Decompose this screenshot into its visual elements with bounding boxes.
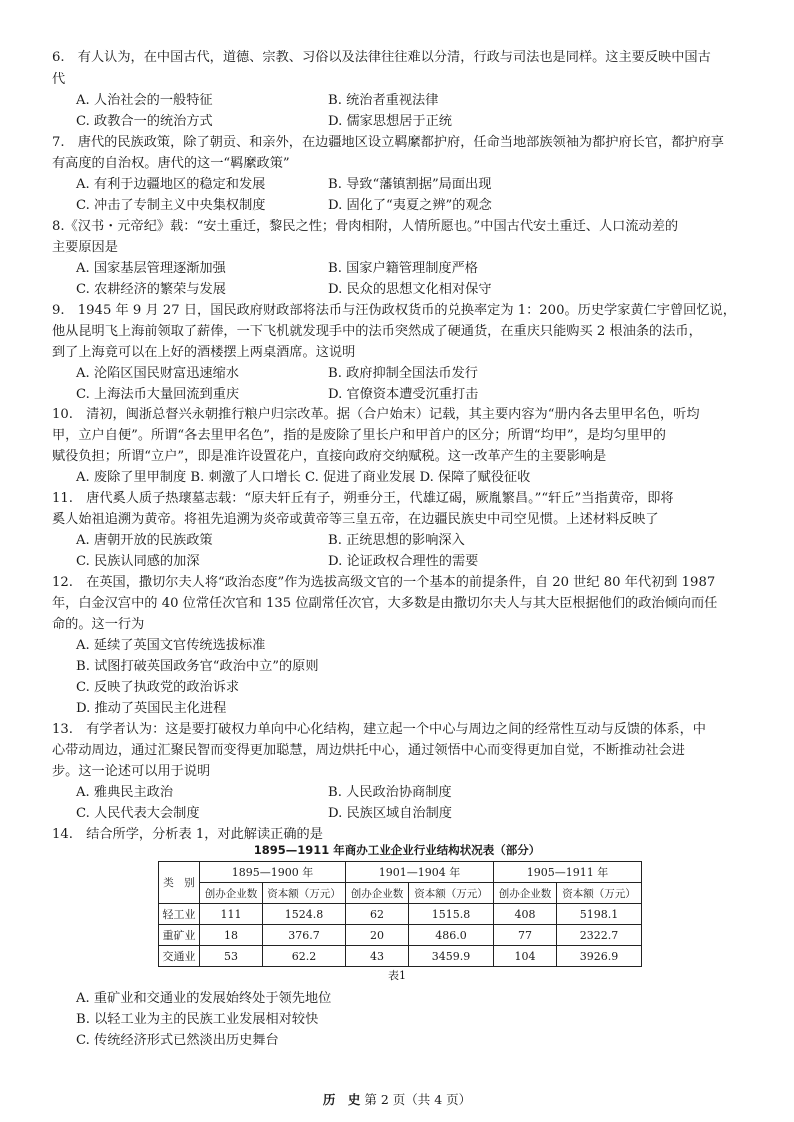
table-period-header: 1895—1900 年: [200, 862, 346, 883]
table-caption: 表1: [388, 969, 406, 982]
table-col-header: 创办企业数: [494, 883, 557, 904]
q7-stem-line1: 7. 唐代的民族政策，除了朝贡、和亲外，在边疆地区设立羁縻都护府，任命当地部族领袖为都护府长官，都护府享: [52, 135, 724, 150]
q11-option-c: C. 民族认同感的加深: [76, 554, 200, 569]
footer-subject: 历 史: [322, 1092, 361, 1107]
table-cell: 53: [200, 946, 263, 967]
q13-stem-line1: 13. 有学者认为：这是要打破权力单向中心化结构，建立起一个中心与周边之间的经常性互动与反馈的体系，中: [52, 722, 706, 737]
table-cell: 43: [346, 946, 409, 967]
table-row-label: 轻工业: [159, 904, 200, 925]
table-row-label: 交通业: [159, 946, 200, 967]
q7-option-d: D. 固化了“夷夏之辨”的观念: [328, 198, 492, 213]
q13-option-b: B. 人民政治协商制度: [328, 785, 452, 800]
q8-option-c: C. 农耕经济的繁荣与发展: [76, 282, 226, 297]
q13-option-c: C. 人民代表大会制度: [76, 806, 200, 821]
q13-option-d: D. 民族区域自治制度: [328, 806, 452, 821]
q12-option-c: C. 反映了执政党的政治诉求: [76, 680, 240, 695]
table-cell: 62: [346, 904, 409, 925]
q14-option-c: C. 传统经济形式已然淡出历史舞台: [76, 1033, 279, 1048]
table-row: [159, 904, 642, 925]
q12-stem-line2: 年，白金汉宫中的 40 位常任次官和 135 位副常任次官，大多数是由撒切尔夫人与其大臣根据他们的政治倾向而任: [52, 596, 718, 611]
q10-stem-line3: 赋役负担；所谓“立户”，即是准许设置花户，直接向政府交纳赋税。这一改革产生的主要影响是: [52, 449, 607, 464]
table-cell: 3926.9: [557, 946, 642, 967]
q11-option-b: B. 正统思想的影响深入: [328, 533, 465, 548]
q8-option-b: B. 国家户籍管理制度严格: [328, 261, 478, 276]
q10-stem-line1: 10. 清初，闽浙总督兴永朝推行粮户归宗改革。据（合户始末）记载，其主要内容为“册内各去里甲名色，听均: [52, 407, 700, 422]
q12-stem-line3: 命的。这一行为: [52, 617, 145, 632]
q14-option-a: A. 重矿业和交通业的发展始终处于领先地位: [76, 991, 332, 1006]
industry-structure-table: [158, 861, 642, 967]
q10-options: A. 废除了里甲制度 B. 刺激了人口增长 C. 促进了商业发展 D. 保障了赋役征收: [76, 470, 531, 485]
table-row-label: 重矿业: [159, 925, 200, 946]
q7-stem-line2: 有高度的自治权。唐代的这一“羁縻政策”: [52, 156, 290, 171]
q12-stem-line1: 12. 在英国，撒切尔夫人将“政治态度”作为选拔高级文官的一个基本的前提条件，自 20 世纪 80 年代初到 1987: [52, 575, 716, 590]
q9-option-c: C. 上海法币大量回流到重庆: [76, 387, 240, 402]
q11-option-a: A. 唐朝开放的民族政策: [76, 533, 213, 548]
table-col-header: 资本额（万元）: [409, 883, 494, 904]
q6-option-c: C. 政教合一的统治方式: [76, 114, 213, 129]
q8-stem-line1: 8.《汉书・元帝纪》载：“安土重迁，黎民之性；骨肉相附，人情所愿也。”中国古代安土重迁、人口流动差的: [52, 219, 679, 234]
table-cell: 104: [494, 946, 557, 967]
table-cell: 111: [200, 904, 263, 925]
q13-stem-line2: 心带动周边，通过汇聚民智而变得更加聪慧，周边烘托中心，通过领悟中心而变得更加自觉，不断推动社会进: [52, 743, 685, 758]
table-col-header: 资本额（万元）: [557, 883, 642, 904]
q6-stem-line1: 6. 有人认为，在中国古代，道德、宗教、习俗以及法律往往难以分清，行政与司法也是同样。这主要反映中国古: [52, 50, 711, 65]
table-cell: 62.2: [263, 946, 346, 967]
q6-option-b: B. 统治者重视法律: [328, 93, 439, 108]
q14-stem-line1: 14. 结合所学，分析表 1，对此解读正确的是: [52, 827, 323, 842]
table-title: 1895—1911 年商办工业企业行业结构状况表（部分）: [253, 843, 541, 857]
table-cell: 1524.8: [263, 904, 346, 925]
table-cell: 2322.7: [557, 925, 642, 946]
q14-option-b: B. 以轻工业为主的民族工业发展相对较快: [76, 1012, 319, 1027]
table-row: [159, 925, 642, 946]
table-corner-header: 类 别: [159, 862, 200, 904]
q12-option-d: D. 推动了英国民主化进程: [76, 701, 227, 716]
q13-option-a: A. 雅典民主政治: [76, 785, 174, 800]
q8-option-a: A. 国家基层管理逐渐加强: [76, 261, 226, 276]
q6-option-a: A. 人治社会的一般特征: [76, 93, 213, 108]
q10-stem-line2: 甲，立户自便”。所谓“各去里甲名色”，指的是废除了里长户和甲首户的区分；所谓“均甲”，是均匀里甲的: [52, 428, 666, 443]
table-col-header: 创办企业数: [200, 883, 263, 904]
q12-option-a: A. 延续了英国文官传统选拔标准: [76, 638, 266, 653]
q7-option-b: B. 导致“藩镇割据”局面出现: [328, 177, 492, 192]
q11-option-d: D. 论证政权合理性的需要: [328, 554, 479, 569]
table-period-header: 1905—1911 年: [494, 862, 642, 883]
page-footer: [0, 1090, 794, 1108]
table-cell: 486.0: [409, 925, 494, 946]
q8-option-d: D. 民众的思想文化相对保守: [328, 282, 492, 297]
q9-option-a: A. 沦陷区国民财富迅速缩水: [76, 366, 239, 381]
q8-stem-line2: 主要原因是: [52, 240, 118, 255]
table-cell: 18: [200, 925, 263, 946]
q9-stem-line3: 到了上海竟可以在上好的酒楼摆上两桌酒席。这说明: [52, 345, 356, 360]
q6-stem-line2: 代: [52, 72, 66, 87]
table-cell: 5198.1: [557, 904, 642, 925]
q9-stem-line2: 他从昆明飞上海前领取了薪俸，一下飞机就发现手中的法币突然成了硬通货，在重庆只能购买 2 根油条的法币，: [52, 324, 702, 339]
q12-option-b: B. 试图打破英国政务官“政治中立”的原则: [76, 659, 319, 674]
q9-option-b: B. 政府抑制全国法币发行: [328, 366, 478, 381]
q13-stem-line3: 步。这一论述可以用于说明: [52, 764, 211, 779]
table-row: [159, 946, 642, 967]
table-cell: 77: [494, 925, 557, 946]
table-period-header: 1901—1904 年: [346, 862, 494, 883]
q9-option-d: D. 官僚资本遭受沉重打击: [328, 387, 479, 402]
q9-stem-line1: 9. 1945 年 9 月 27 日，国民政府财政部将法币与汪伪政权货币的兑换率定为 1：200。历史学家黄仁宇曾回忆说，: [52, 303, 736, 318]
footer-page-number: 第 2 页（共 4 页）: [364, 1092, 472, 1107]
q7-option-a: A. 有利于边疆地区的稳定和发展: [76, 177, 266, 192]
table-cell: 1515.8: [409, 904, 494, 925]
table-col-header: 创办企业数: [346, 883, 409, 904]
table-cell: 376.7: [263, 925, 346, 946]
table-cell: 408: [494, 904, 557, 925]
q11-stem-line1: 11. 唐代奚人质子热瓌墓志载：“原夫轩丘有子，朔垂分王，代雄辽碣，厥胤繁昌。”“轩丘”当指黄帝，即将: [52, 491, 674, 506]
table-cell: 3459.9: [409, 946, 494, 967]
q6-option-d: D. 儒家思想居于正统: [328, 114, 452, 129]
q11-stem-line2: 奚人始祖追溯为黄帝。将祖先追溯为炎帝或黄帝等三皇五帝，在边疆民族史中司空见惯。上述材料反映了: [52, 512, 659, 527]
table-cell: 20: [346, 925, 409, 946]
table-col-header: 资本额（万元）: [263, 883, 346, 904]
q7-option-c: C. 冲击了专制主义中央集权制度: [76, 198, 266, 213]
